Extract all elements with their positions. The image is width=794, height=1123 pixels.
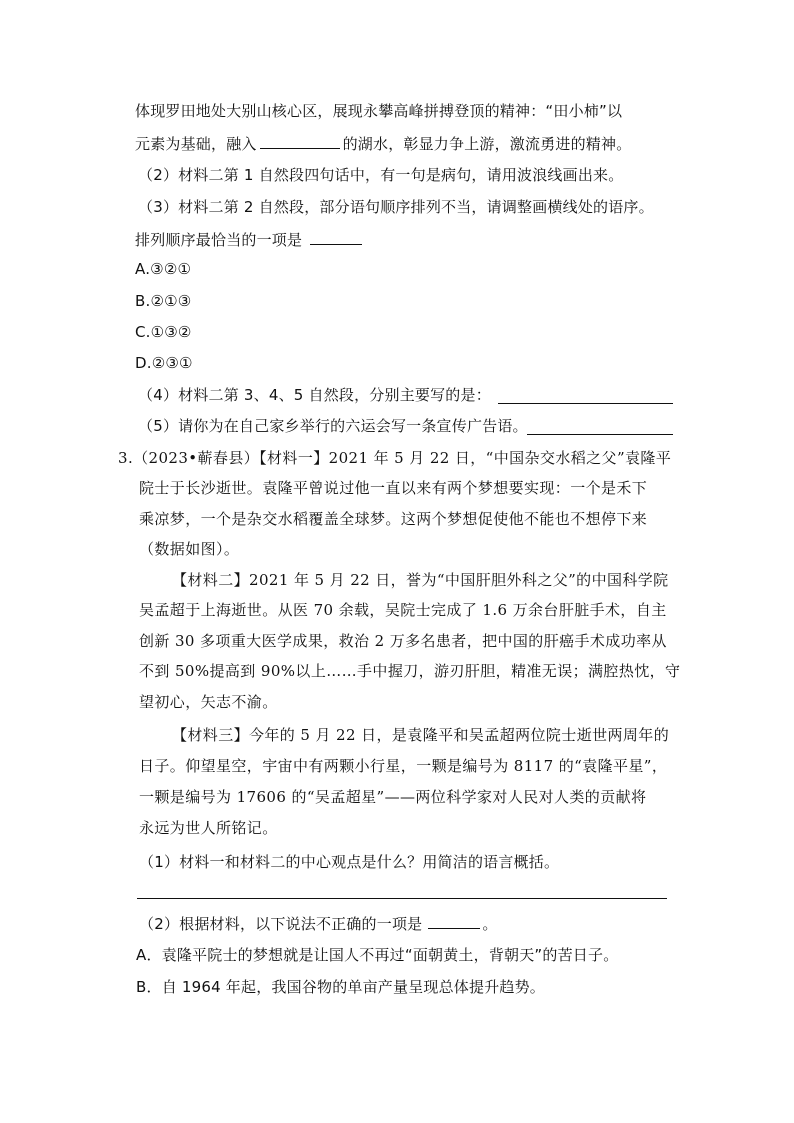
question-2-5: （5）请你为在自己家乡举行的六运会写一条宣传广告语。 — [138, 417, 528, 435]
option-a: A．袁隆平院士的梦想就是让国人不再过“面朝黄土，背朝天”的苦日子。 — [136, 946, 619, 964]
option-a: A.③②① — [135, 260, 192, 278]
answer-blank[interactable] — [428, 913, 480, 929]
option-c: C.①③② — [135, 323, 192, 341]
material-2-line: 创新 30 多项重大医学成果，救治 2 万多名患者，把中国的肝癌手术成功率从 — [139, 632, 667, 650]
material-3-line: 日子。仰望星空，宇宙中有两颗小行星，一颗是编号为 8117 的“袁隆平星”， — [139, 757, 668, 775]
answer-line[interactable] — [527, 434, 673, 435]
material-2-line: 望初心，矢志不渝。 — [139, 693, 278, 711]
text-line — [135, 133, 631, 154]
answer-line[interactable] — [498, 403, 673, 404]
answer-blank[interactable] — [310, 229, 362, 245]
material-2-line: 【材料二】2021 年 5 月 22 日，誉为“中国肝胆外科之父”的中国科学院 — [172, 571, 669, 589]
text-segment: （2）根据材料，以下说法不正确的一项是 — [139, 915, 423, 933]
material-3-line: 永远为世人所铭记。 — [139, 819, 278, 837]
question-2-4: （4）材料二第 3、4、5 自然段，分别主要写的是： — [138, 386, 491, 404]
text-segment: 元素为基础，融入 — [135, 135, 257, 153]
question-3-title: 3.（2023•蕲春县）【材料一】2021 年 5 月 22 日，“中国杂交水稻之父”袁隆平 — [118, 449, 672, 467]
text-line: 乘凉梦，一个是杂交水稻覆盖全球梦。这两个梦想促使他不能也不想停下来 — [139, 510, 648, 528]
material-3-line: 【材料三】今年的 5 月 22 日，是袁隆平和吴孟超两位院士逝世两周年的 — [172, 726, 670, 744]
text-segment: 的湖水，彰显力争上游，激流勇进的精神。 — [342, 135, 632, 153]
option-d: D.②③① — [135, 354, 193, 372]
text-segment: 排列顺序最恰当的一项是 — [135, 231, 303, 249]
text-line: 院士于长沙逝世。袁隆平曾说过他一直以来有两个梦想要实现：一个是禾下 — [139, 479, 648, 497]
material-2-line: 不到 50%提高到 90%以上……手中握刀，游刃肝胆，精准无误；满腔热忱，守 — [139, 662, 681, 680]
text-segment: 。 — [482, 915, 498, 933]
material-3-line: 一颗是编号为 17606 的“吴孟超星”——两位科学家对人民对人类的贡献将 — [139, 788, 647, 806]
text-line — [135, 229, 365, 250]
material-2-line: 吴孟超于上海逝世。从医 70 余载，吴院士完成了 1.6 万余台肝脏手术，自主 — [139, 601, 667, 619]
answer-blank[interactable] — [260, 133, 340, 149]
text-line: 体现罗田地处大别山核心区，展现永攀高峰拼搏登顶的精神：“田小柿”以 — [135, 102, 623, 120]
question-3-1: （1）材料一和材料二的中心观点是什么？用简洁的语言概括。 — [139, 853, 560, 871]
question-2-2: （2）材料二第 1 自然段四句话中，有一句是病句，请用波浪线画出来。 — [138, 166, 624, 184]
question-3-2 — [139, 913, 498, 934]
answer-line[interactable] — [137, 898, 667, 899]
option-b: B.②①③ — [135, 292, 192, 310]
text-line: （数据如图）。 — [139, 540, 240, 558]
question-2-3: （3）材料二第 2 自然段，部分语句顺序排列不当，请调整画横线处的语序。 — [138, 198, 654, 216]
option-b: B．自 1964 年起，我国谷物的单亩产量呈现总体提升趋势。 — [136, 978, 546, 996]
